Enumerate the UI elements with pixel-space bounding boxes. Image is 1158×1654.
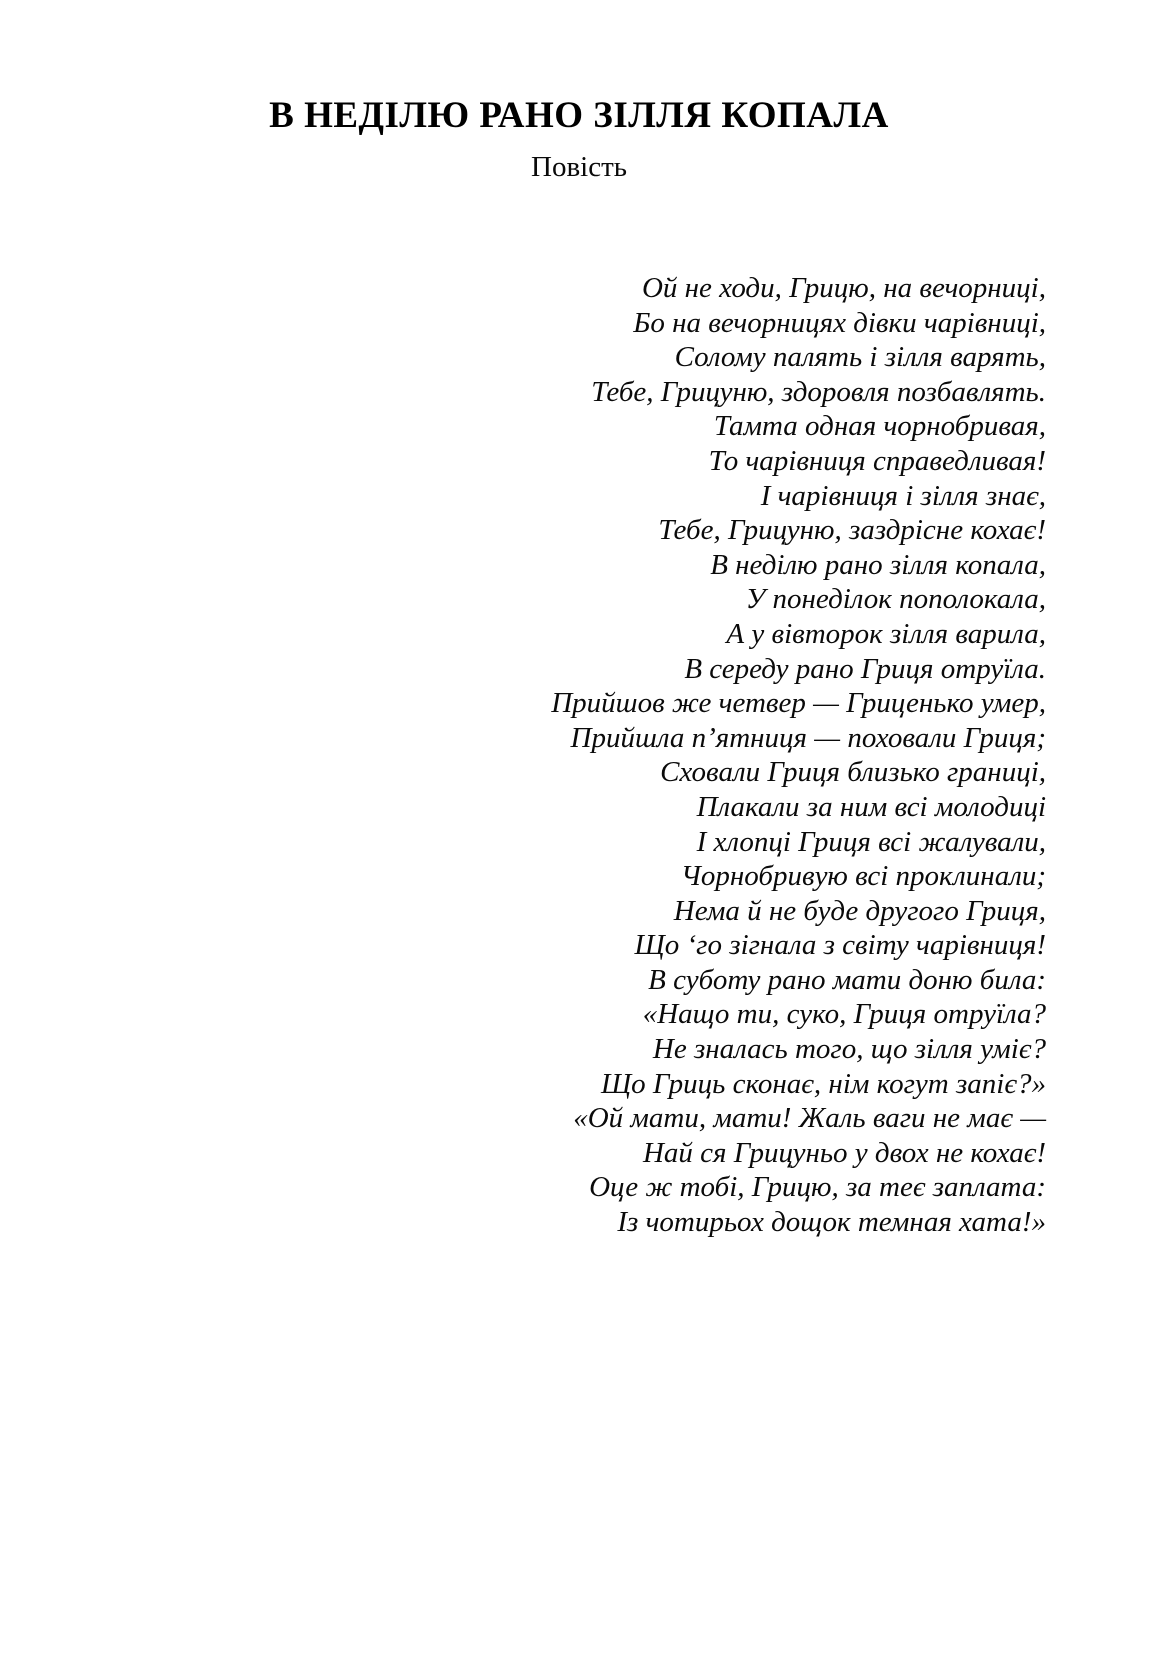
poem-line: В суботу рано мати доню била: bbox=[648, 963, 1046, 996]
poem-line: Сховали Гриця близько границі, bbox=[660, 756, 1046, 789]
poem-line: Тебе, Грицуню, заздрісне кохає! bbox=[658, 514, 1046, 547]
poem-line: Бо на вечорницях дівки чарівниці, bbox=[633, 306, 1046, 339]
poem-line: Прийшла п’ятниця — поховали Гриця; bbox=[570, 721, 1046, 754]
poem-line: Що Гриць сконає, нім когут запіє?» bbox=[600, 1067, 1046, 1100]
poem-line: Тебе, Грицуню, здоровля позбавлять. bbox=[591, 375, 1046, 408]
poem-line: Солому палять і зілля варять, bbox=[674, 341, 1046, 374]
poem-line: Не зналась того, що зілля уміє? bbox=[652, 1033, 1046, 1066]
poem-line: То чарівниця справедливая! bbox=[708, 444, 1046, 477]
poem-line: І чарівниця і зілля знає, bbox=[760, 479, 1046, 512]
poem-line: «Ой мати, мати! Жаль ваги не має — bbox=[573, 1102, 1046, 1135]
poem-line: Із чотирьох дощок темная хата!» bbox=[617, 1206, 1046, 1239]
poem-line: Оце ж тобі, Грицю, за теє заплата: bbox=[589, 1171, 1046, 1204]
poem-line: Прийшов же четвер — Гриценько умер, bbox=[551, 687, 1046, 720]
poem-line: Що ‘го зігнала з світу чарівниця! bbox=[634, 929, 1046, 962]
page-title: В НЕДІЛЮ РАНО ЗІЛЛЯ КОПАЛА bbox=[269, 95, 889, 136]
poem-line: Най ся Грицуньо у двох не кохає! bbox=[642, 1136, 1046, 1169]
poem-line: Плакали за ним всі молодиці bbox=[696, 790, 1046, 823]
poem-line: Тамта одная чорнобривая, bbox=[713, 410, 1046, 443]
poem-line: Ой не ходи, Грицю, на вечорниці, bbox=[641, 272, 1046, 304]
poem-line: Нема й не буде другого Гриця, bbox=[673, 894, 1046, 927]
poem-line: У понеділок пополокала, bbox=[745, 583, 1046, 616]
poem-line: І хлопці Гриця всі жалували, bbox=[696, 825, 1046, 858]
poem-line: «Нащо ти, суко, Гриця отруїла? bbox=[642, 998, 1046, 1031]
poem-line: В середу рано Гриця отруїла. bbox=[684, 652, 1046, 685]
poem-line: В неділю рано зілля копала, bbox=[710, 548, 1046, 581]
genre-subtitle: Повість bbox=[531, 151, 627, 183]
poem-line: А у вівторок зілля варила, bbox=[726, 617, 1046, 650]
epigraph-poem bbox=[551, 271, 1046, 1240]
poem-line: Чорнобривую всі проклинали; bbox=[680, 860, 1046, 893]
